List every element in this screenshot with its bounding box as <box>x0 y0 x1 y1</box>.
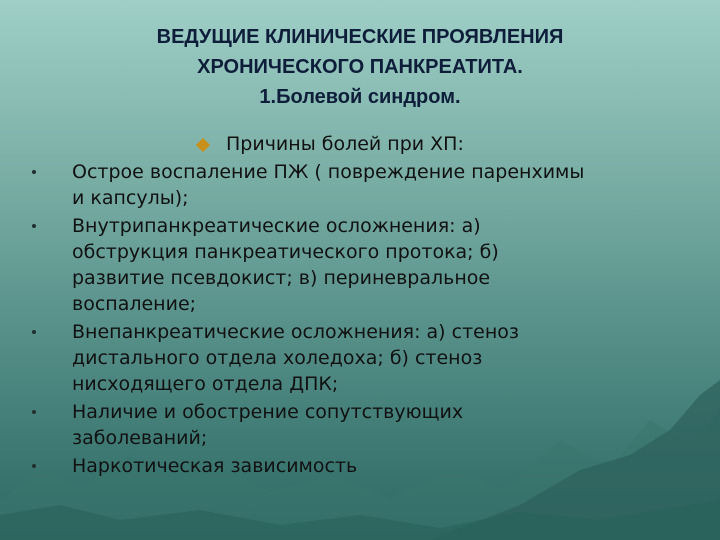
causes-list <box>72 159 712 481</box>
list-item <box>72 213 712 317</box>
dot-bullet-icon <box>32 170 36 174</box>
title-line-2: ХРОНИЧЕСКОГО ПАНКРЕАТИТА. <box>197 56 523 78</box>
list-item <box>72 159 712 211</box>
list-item-line: воспаление; <box>72 293 197 315</box>
list-item-line: Наличие и обострение сопутствующих <box>72 401 464 423</box>
list-item-line: нисходящего отдела ДПК; <box>72 373 339 395</box>
list-item <box>72 399 712 451</box>
list-item-line: Наркотическая зависимость <box>72 455 358 477</box>
list-item-line: Острое воспаление ПЖ ( повреждение паренхимы <box>72 161 585 183</box>
dot-bullet-icon <box>32 464 36 468</box>
title-line-1: ВЕДУЩИЕ КЛИНИЧЕСКИЕ ПРОЯВЛЕНИЯ <box>156 26 564 48</box>
list-item-line: Внепанкреатические осложнения: а) стеноз <box>72 321 519 343</box>
dot-bullet-icon <box>32 224 36 228</box>
dot-bullet-icon <box>32 330 36 334</box>
slide-title <box>60 22 660 112</box>
subheading-text: Причины болей при ХП: <box>226 133 464 155</box>
list-item <box>72 319 712 397</box>
subheading <box>196 131 464 157</box>
list-item-line: Внутрипанкреатические осложнения: а) <box>72 215 481 237</box>
list-item-line: дистального отдела холедоха; б) стеноз <box>72 347 483 369</box>
list-item <box>72 453 712 479</box>
list-item-line: обструкция панкреатического протока; б) <box>72 241 499 263</box>
list-item-line: заболеваний; <box>72 427 208 449</box>
title-line-3: 1.Болевой синдром. <box>259 86 461 108</box>
list-item-line: развитие псевдокист; в) периневральное <box>72 267 491 289</box>
dot-bullet-icon <box>32 410 36 414</box>
list-item-line: и капсулы); <box>72 187 189 209</box>
